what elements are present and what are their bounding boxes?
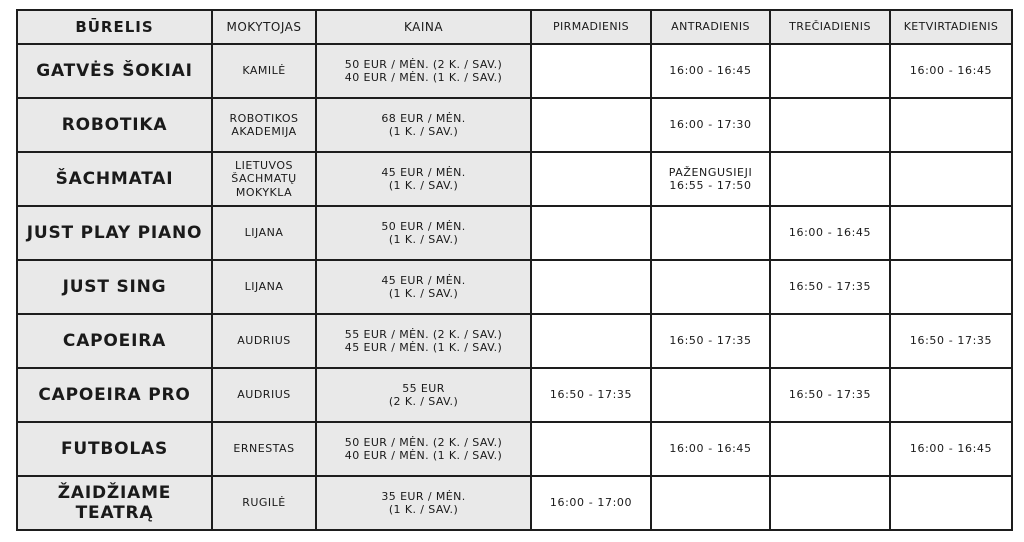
teacher-cell-line: MOKYKLA — [235, 185, 293, 199]
schedule-cell-treciadienis — [770, 260, 890, 314]
price-cell-line: (1 K. / SAV.) — [388, 233, 459, 246]
activity-name: CAPOEIRA PRO — [17, 368, 212, 422]
price-cell-line: 50 EUR / MĖN. (2 K. / SAV.) — [344, 57, 503, 71]
schedule-cell-treciadienis — [770, 206, 890, 260]
schedule-cell-antradienis — [651, 368, 770, 422]
teacher-cell-line: LIJANA — [244, 280, 284, 294]
price-cell-line: (1 K. / SAV.) — [388, 287, 459, 300]
teacher-cell — [212, 44, 316, 98]
activity-name: GATVĖS ŠOKIAI — [17, 44, 212, 98]
teacher-cell — [212, 422, 316, 476]
schedule-cell-antradienis-line: 16:00 - 16:45 — [669, 442, 752, 456]
schedule-cell-pirmadienis — [531, 476, 651, 530]
schedule-cell-pirmadienis — [531, 314, 651, 368]
teacher-cell-line: ROBOTIKOS — [229, 111, 299, 125]
header-kaina: KAINA — [316, 10, 531, 44]
table-row — [17, 206, 1012, 260]
activity-name: CAPOEIRA — [17, 314, 212, 368]
table-header — [17, 10, 1012, 44]
schedule-cell-ketvirtadienis — [890, 98, 1012, 152]
schedule-cell-antradienis-line: 16:50 - 17:35 — [669, 334, 752, 348]
price-cell-line: 40 EUR / MĖN. (1 K. / SAV.) — [344, 71, 503, 84]
header-ketvirtadienis: KETVIRTADIENIS — [890, 10, 1012, 44]
price-cell-line: 55 EUR — [402, 381, 445, 395]
teacher-cell — [212, 152, 316, 206]
price-cell-line: 45 EUR / MĖN. (1 K. / SAV.) — [344, 341, 503, 354]
header-burelis: BŪRELIS — [17, 10, 212, 44]
schedule-cell-pirmadienis — [531, 422, 651, 476]
price-cell-line: (1 K. / SAV.) — [388, 503, 459, 516]
schedule-cell-pirmadienis — [531, 152, 651, 206]
schedule-cell-antradienis-line: 16:55 - 17:50 — [669, 179, 752, 192]
teacher-cell — [212, 314, 316, 368]
price-cell — [316, 260, 531, 314]
price-cell-line: 68 EUR / MĖN. — [381, 111, 466, 125]
schedule-cell-treciadienis-line: 16:50 - 17:35 — [788, 388, 872, 402]
schedule-cell-ketvirtadienis-line: 16:00 - 16:45 — [909, 442, 993, 456]
teacher-cell-line: LIETUVOS — [234, 159, 294, 173]
price-cell — [316, 98, 531, 152]
schedule-cell-treciadienis — [770, 368, 890, 422]
schedule-table — [16, 9, 1013, 531]
schedule-cell-antradienis — [651, 314, 770, 368]
header-antradienis: ANTRADIENIS — [651, 10, 770, 44]
price-cell-line: (2 K. / SAV.) — [388, 395, 459, 408]
price-cell-line: 50 EUR / MĖN. (2 K. / SAV.) — [344, 435, 503, 449]
table-row — [17, 260, 1012, 314]
activity-name: FUTBOLAS — [17, 422, 212, 476]
activity-name: ŽAIDŽIAME TEATRĄ — [17, 476, 212, 530]
teacher-cell-line: AUDRIUS — [237, 388, 291, 402]
teacher-cell — [212, 368, 316, 422]
schedule-cell-ketvirtadienis — [890, 206, 1012, 260]
schedule-cell-pirmadienis — [531, 206, 651, 260]
header-row — [17, 10, 1012, 44]
price-cell-line: (1 K. / SAV.) — [388, 179, 459, 192]
schedule-cell-treciadienis — [770, 44, 890, 98]
schedule-cell-pirmadienis — [531, 368, 651, 422]
schedule-cell-ketvirtadienis — [890, 422, 1012, 476]
schedule-cell-treciadienis — [770, 152, 890, 206]
schedule-cell-pirmadienis — [531, 44, 651, 98]
activity-name: JUST PLAY PIANO — [17, 206, 212, 260]
teacher-cell-line: AKADEMIJA — [231, 125, 297, 138]
teacher-cell-line: ŠACHMATŲ — [231, 172, 297, 186]
price-cell-line: 55 EUR / MĖN. (2 K. / SAV.) — [344, 327, 503, 341]
schedule-cell-ketvirtadienis — [890, 260, 1012, 314]
schedule-cell-pirmadienis-line: 16:50 - 17:35 — [549, 388, 633, 402]
activity-name: ŠACHMATAI — [17, 152, 212, 206]
header-treciadienis: TREČIADIENIS — [770, 10, 890, 44]
schedule-cell-treciadienis — [770, 314, 890, 368]
schedule-cell-treciadienis — [770, 422, 890, 476]
table-body — [17, 44, 1012, 530]
price-cell-line: 45 EUR / MĖN. — [381, 273, 466, 287]
schedule-cell-pirmadienis-line: 16:00 - 17:00 — [549, 496, 633, 510]
teacher-cell — [212, 260, 316, 314]
schedule-cell-ketvirtadienis — [890, 44, 1012, 98]
teacher-cell-line: AUDRIUS — [237, 334, 291, 348]
teacher-cell-line: LIJANA — [244, 226, 284, 240]
teacher-cell-line: RUGILĖ — [242, 496, 286, 510]
schedule-cell-treciadienis-line: 16:50 - 17:35 — [788, 280, 872, 294]
teacher-cell — [212, 98, 316, 152]
schedule-cell-ketvirtadienis-line: 16:00 - 16:45 — [909, 64, 993, 78]
schedule-cell-antradienis — [651, 422, 770, 476]
schedule-cell-pirmadienis — [531, 260, 651, 314]
price-cell — [316, 476, 531, 530]
price-cell — [316, 422, 531, 476]
schedule-cell-antradienis-line: 16:00 - 16:45 — [669, 64, 752, 78]
schedule-cell-antradienis — [651, 44, 770, 98]
schedule-cell-treciadienis — [770, 476, 890, 530]
teacher-cell-line: KAMILĖ — [242, 64, 286, 78]
schedule-cell-ketvirtadienis — [890, 368, 1012, 422]
header-mokytojas: MOKYTOJAS — [212, 10, 316, 44]
schedule-cell-antradienis — [651, 206, 770, 260]
table-row — [17, 422, 1012, 476]
price-cell-line: 40 EUR / MĖN. (1 K. / SAV.) — [344, 449, 503, 462]
price-cell — [316, 152, 531, 206]
teacher-cell — [212, 476, 316, 530]
table-row — [17, 476, 1012, 530]
schedule-cell-ketvirtadienis-line: 16:50 - 17:35 — [909, 334, 993, 348]
schedule-cell-ketvirtadienis — [890, 476, 1012, 530]
price-cell-line: 50 EUR / MĖN. — [381, 219, 466, 233]
schedule-cell-pirmadienis — [531, 98, 651, 152]
price-cell-line: 35 EUR / MĖN. — [381, 489, 466, 503]
activity-name: ROBOTIKA — [17, 98, 212, 152]
activity-name: JUST SING — [17, 260, 212, 314]
schedule-cell-treciadienis-line: 16:00 - 16:45 — [788, 226, 872, 240]
schedule-cell-antradienis — [651, 476, 770, 530]
price-cell-line: (1 K. / SAV.) — [388, 125, 459, 138]
schedule-cell-ketvirtadienis — [890, 314, 1012, 368]
price-cell-line: 45 EUR / MĖN. — [381, 165, 466, 179]
schedule-cell-antradienis-line: PAŽENGUSIEJI — [668, 165, 753, 179]
schedule-cell-antradienis — [651, 260, 770, 314]
teacher-cell-line: ERNESTAS — [233, 442, 295, 456]
table-row — [17, 98, 1012, 152]
schedule-cell-antradienis — [651, 98, 770, 152]
teacher-cell — [212, 206, 316, 260]
schedule-cell-treciadienis — [770, 98, 890, 152]
price-cell — [316, 368, 531, 422]
table-row — [17, 314, 1012, 368]
schedule-cell-ketvirtadienis — [890, 152, 1012, 206]
price-cell — [316, 44, 531, 98]
table-row — [17, 44, 1012, 98]
table-row — [17, 152, 1012, 206]
price-cell — [316, 206, 531, 260]
price-cell — [316, 314, 531, 368]
schedule-cell-antradienis-line: 16:00 - 17:30 — [669, 118, 752, 132]
table-row — [17, 368, 1012, 422]
header-pirmadienis: PIRMADIENIS — [531, 10, 651, 44]
schedule-cell-antradienis — [651, 152, 770, 206]
